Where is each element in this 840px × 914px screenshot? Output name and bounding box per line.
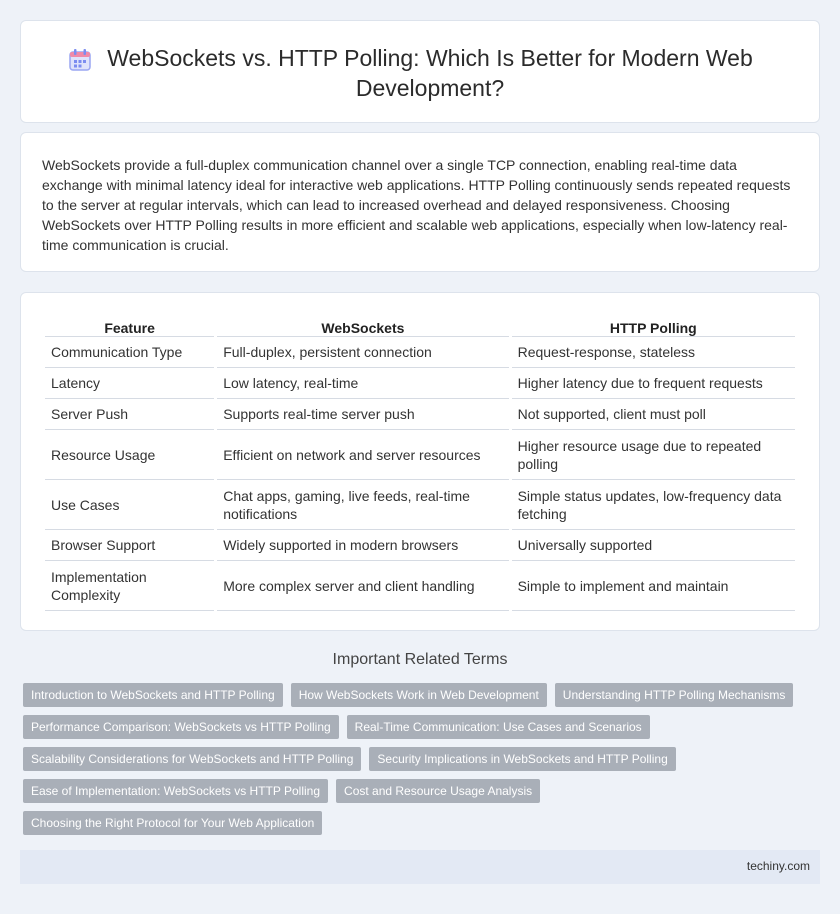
table-row bbox=[45, 480, 795, 530]
table-cell: Communication Type bbox=[45, 337, 214, 368]
related-term-tag[interactable]: Real-Time Communication: Use Cases and Scenarios bbox=[347, 715, 650, 739]
related-terms-heading: Important Related Terms bbox=[332, 651, 508, 668]
table-cell: Request-response, stateless bbox=[512, 337, 795, 368]
comparison-table bbox=[42, 317, 798, 611]
table-cell: Supports real-time server push bbox=[217, 399, 508, 430]
table-cell: Implementation Complexity bbox=[45, 561, 214, 611]
footer bbox=[20, 850, 820, 884]
table-cell: Browser Support bbox=[45, 530, 214, 561]
table-cell: Widely supported in modern browsers bbox=[217, 530, 508, 561]
related-term-tag[interactable]: How WebSockets Work in Web Development bbox=[291, 683, 547, 707]
related-term-tag[interactable]: Scalability Considerations for WebSockets and HTTP Polling bbox=[23, 747, 361, 771]
table-cell: Higher latency due to frequent requests bbox=[512, 368, 795, 399]
table-cell: Higher resource usage due to repeated polling bbox=[512, 430, 795, 480]
related-term-tag[interactable]: Cost and Resource Usage Analysis bbox=[336, 779, 540, 803]
intro-card bbox=[20, 132, 820, 272]
comparison-table-card bbox=[20, 292, 820, 631]
table-row bbox=[45, 337, 795, 368]
related-term-tag[interactable]: Security Implications in WebSockets and HTTP Polling bbox=[369, 747, 675, 771]
table-cell: Full-duplex, persistent connection bbox=[217, 337, 508, 368]
related-term-tag[interactable]: Understanding HTTP Polling Mechanisms bbox=[555, 683, 794, 707]
related-term-tag[interactable]: Ease of Implementation: WebSockets vs HTTP Polling bbox=[23, 779, 328, 803]
table-row bbox=[45, 561, 795, 611]
table-cell: Simple to implement and maintain bbox=[512, 561, 795, 611]
header-http-polling: HTTP Polling bbox=[512, 317, 795, 337]
header-card bbox=[20, 20, 820, 123]
header-feature: Feature bbox=[45, 317, 214, 337]
table-cell: Efficient on network and server resources bbox=[217, 430, 508, 480]
table-cell: Use Cases bbox=[45, 480, 214, 530]
header-websockets: WebSockets bbox=[217, 317, 508, 337]
table-row bbox=[45, 368, 795, 399]
table-cell: Low latency, real-time bbox=[217, 368, 508, 399]
related-term-tag[interactable]: Introduction to WebSockets and HTTP Polling bbox=[23, 683, 283, 707]
table-row bbox=[45, 530, 795, 561]
table-row bbox=[45, 430, 795, 480]
table-cell: Server Push bbox=[45, 399, 214, 430]
intro-paragraph: WebSockets provide a full-duplex communication channel over a single TCP connection, enabling real-time data exchange with minimal latency ideal for interactive web applications. HTTP Polling continuously sends repeated requests to the server at regular intervals, which can lead to increased overhead and delayed responsiveness. Choosing WebSockets over HTTP Polling results in more efficient and scalable web applications, especially when low-latency real-time communication is crucial. bbox=[42, 157, 791, 253]
related-terms-list bbox=[23, 683, 803, 835]
table-cell: Chat apps, gaming, live feeds, real-time notifications bbox=[217, 480, 508, 530]
table-cell: Universally supported bbox=[512, 530, 795, 561]
table-cell: Resource Usage bbox=[45, 430, 214, 480]
table-cell: Latency bbox=[45, 368, 214, 399]
footer-site-name: techiny.com bbox=[746, 859, 810, 873]
table-cell: Simple status updates, low-frequency data fetching bbox=[512, 480, 795, 530]
table-row bbox=[45, 399, 795, 430]
related-term-tag[interactable]: Choosing the Right Protocol for Your Web Application bbox=[23, 811, 322, 835]
related-term-tag[interactable]: Performance Comparison: WebSockets vs HTTP Polling bbox=[23, 715, 339, 739]
page-title: WebSockets vs. HTTP Polling: Which Is Better for Modern Web Development? bbox=[107, 45, 753, 101]
table-cell: More complex server and client handling bbox=[217, 561, 508, 611]
table-cell: Not supported, client must poll bbox=[512, 399, 795, 430]
